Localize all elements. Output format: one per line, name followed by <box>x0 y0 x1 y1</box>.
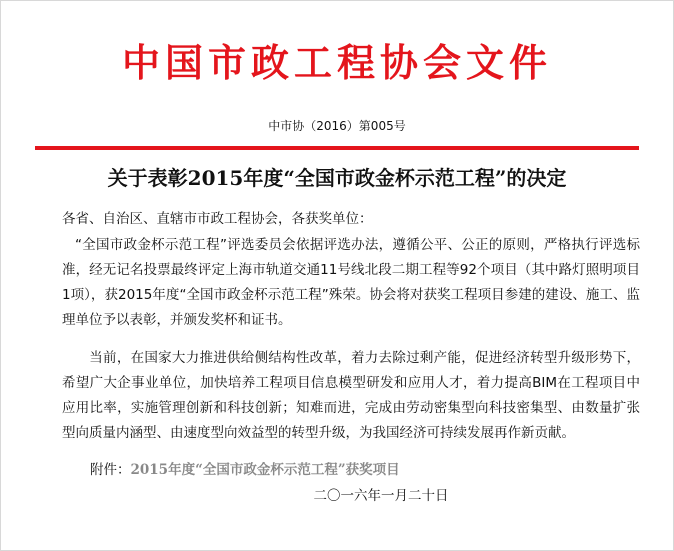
document-number: 中市协（2016）第005号 <box>268 119 406 133</box>
attachment-label: 附件： <box>90 462 131 478</box>
attachment-line <box>90 458 650 483</box>
decision-title: 关于表彰2015年度“全国市政金杯示范工程”的决定 <box>107 166 567 190</box>
body-paragraph-1-text: “全国市政金杯示范工程”评选委员会依据评选办法，遵循公平、公正的原则，严格执行评选标准，经无记名投票最终评定上海市轨道交通11号线北段二期工程等92个项目（其中路灯照明项目1项），获2015年度“全国市政金杯示范工程”殊荣。协会将对获奖工程项目参建的建设、施工、监理单位予以表彰，并颁发奖杯和证书。 <box>62 237 640 328</box>
body-paragraph-1 <box>62 233 640 333</box>
body-paragraph-2-text: 当前，在国家大力推进供给侧结构性改革，着力去除过剩产能，促进经济转型升级形势下，希望广大企事业单位，加快培养工程项目信息模型研发和应用人才，着力提高BIM在工程项目中应用比率，实施管理创新和科技创新；知难而进，完成由劳动密集型向科技密集型、由数量扩张型向质量内涵型、由速度型向效益型的转型升级，为我国经济可持续发展再作新贡献。 <box>62 350 640 441</box>
attachment-link[interactable]: 2015年度“全国市政金杯示范工程”获奖项目 <box>130 462 400 478</box>
body-paragraph-2 <box>62 346 640 446</box>
page-border-top <box>0 0 673 1</box>
document-date: 二〇一六年一月二十日 <box>313 488 449 504</box>
document-header-title: 中国市政工程协会文件 <box>121 41 552 85</box>
salutation: 各省、自治区、直辖市市政工程协会，各获奖单位： <box>62 211 373 227</box>
red-header-divider <box>35 146 639 150</box>
